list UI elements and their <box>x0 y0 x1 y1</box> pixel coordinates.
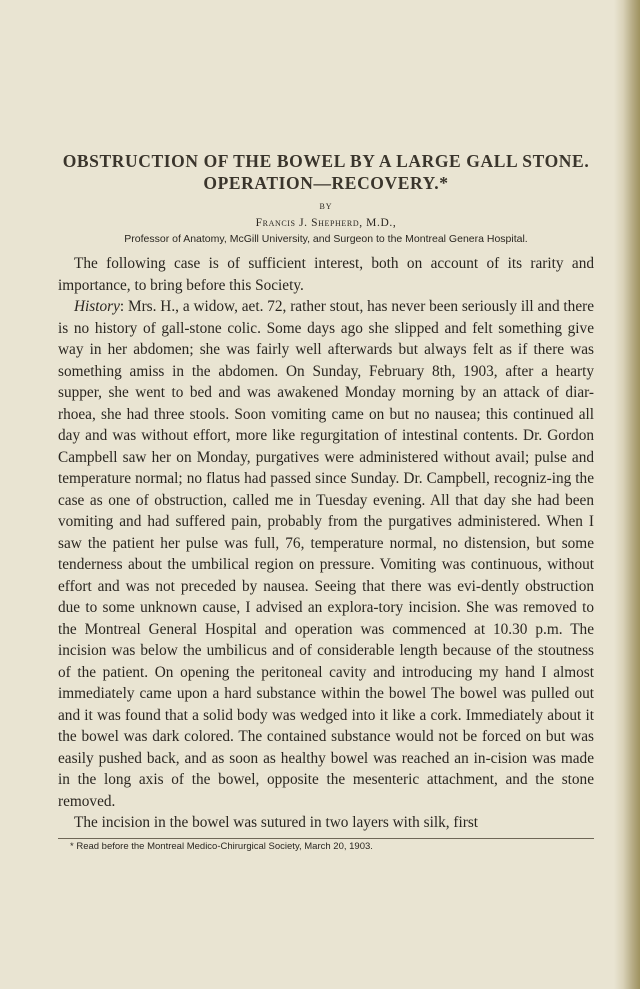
paragraph-history <box>58 296 594 812</box>
title-line-1: OBSTRUCTION OF THE BOWEL BY A LARGE GALL STONE. <box>62 151 590 171</box>
author-name: Francis J. Shepherd, M.D., <box>255 217 397 229</box>
byline-by: BY <box>319 202 333 211</box>
footnote: * Read before the Montreal Medico-Chirurgical Society, March 20, 1903. <box>70 840 373 852</box>
history-text: : Mrs. H., a widow, aet. 72, rather stout, has never been seriously ill and there is no history of gall-stone colic. Some days ago she slipped and felt something give way in her abdomen; she was fairly well afterwards but always felt as if there was something amiss in the abdomen. On Sunday, February 8th, 1903, after a hearty supper, she went to bed and was awakened Monday morning by an attack of diar-rhoea, she had three stools. Soon vomiting came on but no nausea; this continued all day and was without effort, more like regurgitation of intestinal contents. Dr. Gordon Campbell saw her on Monday, purgatives were administered without avail; pulse and temperature normal; no flatus had passed since Sunday. Dr. Campbell, recogniz-ing the case as one of obstruction, called me in Tuesday evening. All that day she had been vomiting and had suffered pain, probably from the purgatives administered. When I saw the patient her pulse was full, 76, temperature normal, no distension, but some tenderness about the umbilical region on pressure. Vomiting was continuous, without effort and was not preceded by nausea. Seeing that there was evi-dently obstruction due to some unknown cause, I advised an explora-tory incision. She was removed to the Montreal General Hospital and operation was commenced at 10.30 p.m. The incision was below the umbilicus and of considerable length because of the stoutness of the patient. On opening the peritoneal cavity and introducing my hand I almost immediately came upon a hard substance within the bowel The bowel was pulled out and it was found that a solid body was wedged into it like a cork. Immediately about it the bowel was dark colored. The contained substance would not be forced on but was easily pushed back, and as soon as healthy bowel was reached an in-cision was made in the long axis of the bowel, opposite the mesenteric attachment, and the stone removed. <box>58 298 594 810</box>
page-edge-shadow <box>614 0 640 989</box>
history-label: History <box>74 298 120 315</box>
paragraph-incision: The incision in the bowel was sutured in two layers with silk, first <box>74 814 479 831</box>
article-page <box>58 150 594 852</box>
paragraph-intro: The following case is of sufficient interest, both on account of its rarity and importance, to bring before this Society. <box>58 255 594 294</box>
author-affiliation: Professor of Anatomy, McGill University, and Surgeon to the Montreal Genera Hospital. <box>124 233 528 245</box>
title-line-2: OPERATION—RECOVERY.* <box>203 173 449 193</box>
footnote-rule <box>58 838 594 839</box>
article-body <box>58 253 594 834</box>
article-title <box>58 150 594 194</box>
